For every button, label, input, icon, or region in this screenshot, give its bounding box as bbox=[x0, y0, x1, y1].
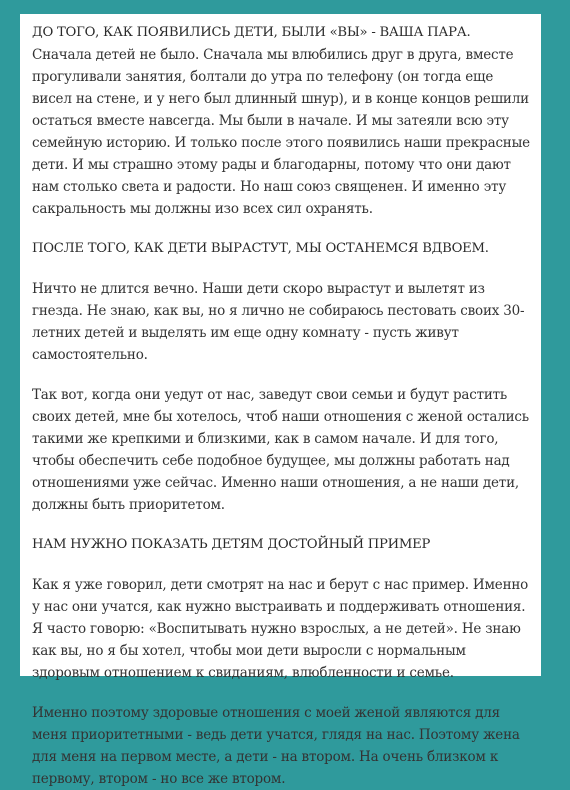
section-heading-1: ДО ТОГО, КАК ПОЯВИЛИСЬ ДЕТИ, БЫЛИ «ВЫ» - ВАША ПАРА. bbox=[32, 25, 471, 40]
section-heading-3: НАМ НУЖНО ПОКАЗАТЬ ДЕТЯМ ДОСТОЙНЫЙ ПРИМЕР bbox=[32, 537, 431, 552]
section-3-paragraph-1: Как я уже говорил, дети смотрят на нас и берут с нас пример. Именно у нас они учатся, как нужно выстраивать и поддерживать отношения. Я часто говорю: «Воспитывать нужно взрослых, а не детей». Не знаю как вы, но я бы хотел, чтобы мои дети выросли с нормальным здоровым отношением к свиданиям, влюбленности и семье. bbox=[32, 577, 529, 681]
section-2-paragraph-2: Так вот, когда они уедут от нас, заведут свои семьи и будут растить своих детей, мне бы хотелось, чтоб наши отношения с женой остались такими же крепкими и близкими, как в самом начале. И для того, чтобы обеспечить себе подобное будущее, мы должны работать над отношениями уже сейчас. Именно наши отношения, а не наши дети, должны быть приоритетом. bbox=[32, 387, 529, 513]
section-heading-2: ПОСЛЕ ТОГО, КАК ДЕТИ ВЫРАСТУТ, МЫ ОСТАНЕМСЯ ВДВОЕМ. bbox=[32, 241, 489, 256]
section-1-paragraph-1: Сначала детей не было. Сначала мы влюбились друг в друга, вместе прогуливали занятия, болтали до утра по телефону (он тогда еще висел на стене, и у него был длинный шнур), и в конце концов решили остаться вместе навсегда. Мы были в начале. И мы затеяли всю эту семейную историю. И только после этого появились наши прекрасные дети. И мы страшно этому рады и благодарны, потому что они дают нам столько света и радости. Но наш союз священен. И именно эту сакральность мы должны изо всех сил охранять. bbox=[32, 47, 530, 217]
section-2-paragraph-1: Ничто не длится вечно. Наши дети скоро вырастут и вылетят из гнезда. Не знаю, как вы, но я лично не собираюсь пестовать своих 30-летних детей и выделять им еще одну комнату - пусть живут самостоятельно. bbox=[32, 281, 525, 363]
section-3-paragraph-2: Именно поэтому здоровые отношения с моей женой являются для меня приоритетными - ведь дети учатся, глядя на нас. Поэтому жена для меня на первом месте, а дети - на втором. На очень близком к первому, втором - но все же втором. bbox=[32, 705, 520, 787]
article-card bbox=[20, 14, 541, 787]
